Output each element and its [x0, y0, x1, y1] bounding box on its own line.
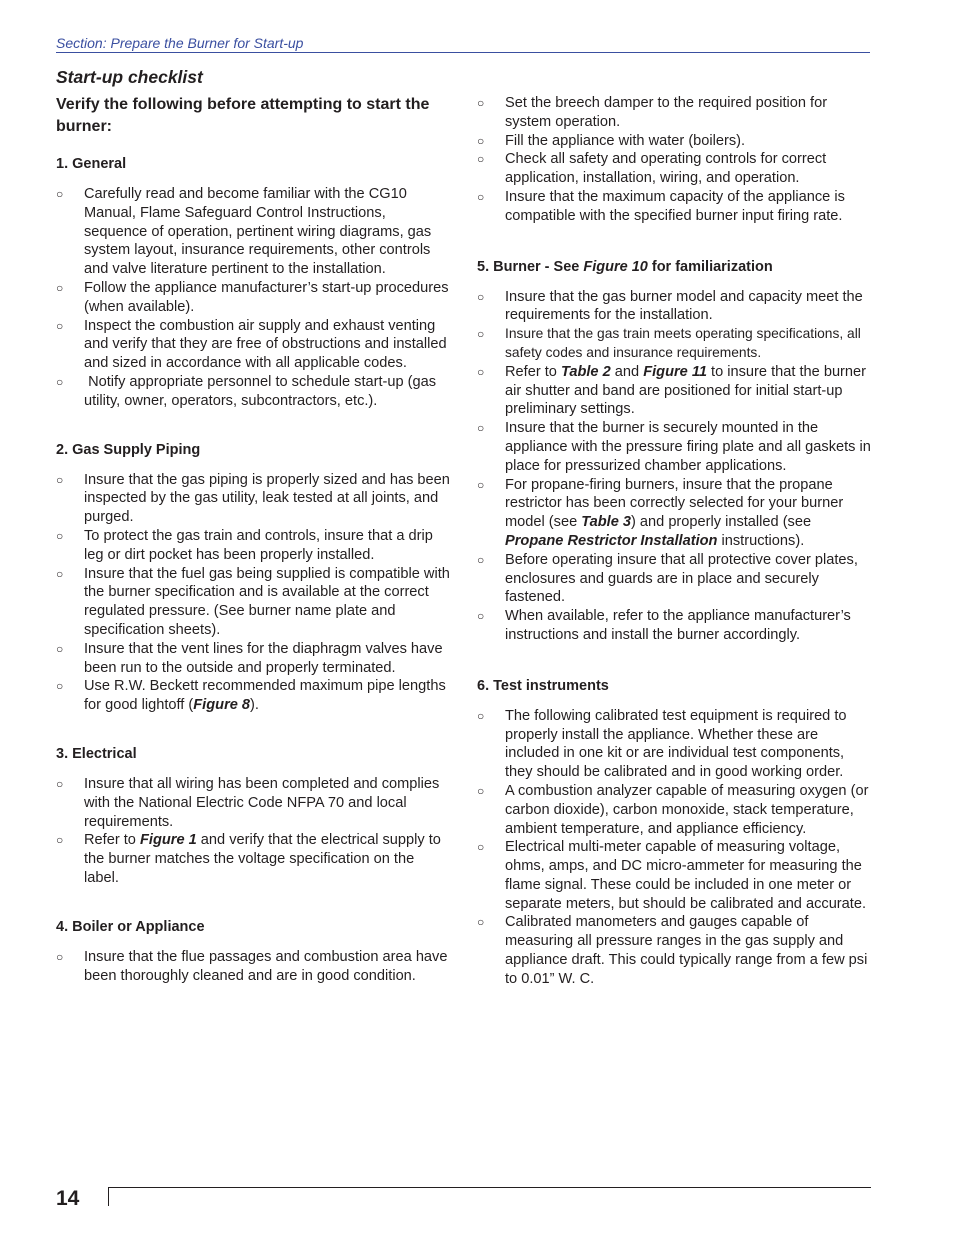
bullet-icon: ○ [56, 566, 64, 581]
bullet-icon: ○ [477, 708, 485, 723]
page-subtitle: Verify the following before attempting to start the burner: [56, 96, 430, 135]
bullet-icon: ○ [477, 152, 485, 167]
section-heading-general: 1. General [56, 156, 127, 172]
bullet-icon: ○ [477, 609, 485, 624]
section-heading-test-instruments: 6. Test instruments [477, 677, 609, 694]
bullet-icon: ○ [477, 477, 485, 492]
list-item: ○ Insure that the gas piping is properly sized and has been inspected by the gas utility, leak tested at all joints, and purged. [56, 471, 450, 526]
bullet-icon: ○ [477, 783, 485, 798]
general-list [56, 185, 452, 411]
test-list [477, 707, 872, 989]
section-heading-burner: 5. Burner - See Figure 10 for familiarization [477, 258, 773, 275]
list-item: ○ Insure that the burner is securely mounted in the appliance with the pressure firing plate and all gaskets in place for pressurized chamber applications. [477, 420, 871, 474]
footer-rule [108, 1187, 871, 1206]
list-item: ○ A combustion analyzer capable of measuring oxygen (or carbon dioxide), carbon monoxide, stack temperature, ambient temperature, and appliance efficiency. [477, 782, 869, 837]
list-item: ○ Insure that the gas train meets operating specifications, all safety codes and insurance requirements. [477, 326, 861, 360]
list-item: ○ Fill the appliance with water (boilers). [477, 132, 746, 149]
bullet-icon: ○ [477, 421, 485, 436]
electrical-list [56, 775, 452, 888]
bullet-icon: ○ [477, 840, 485, 855]
list-item: ○ Check all safety and operating controls for correct application, installation, wiring, and operation. [477, 151, 827, 187]
list-item: ○ Electrical multi-meter capable of measuring voltage, ohms, amps, and DC micro-ammeter for measuring the flame signal. These could be included in one meter or separate meters, but should be calibrated and accurate. [477, 839, 867, 912]
burner-list [477, 288, 872, 645]
bullet-icon: ○ [477, 189, 485, 204]
right-column [477, 94, 872, 989]
boiler-list-left [56, 948, 452, 986]
gas-piping-list [56, 471, 452, 715]
section-header: Section: Prepare the Burner for Start-up [56, 35, 870, 53]
bullet-icon: ○ [56, 280, 64, 295]
page-title: Start-up checklist [56, 67, 203, 87]
bullet-icon: ○ [477, 327, 485, 342]
list-item: ○ When available, refer to the appliance manufacturer’s instructions and install the burner accordingly. [477, 608, 851, 643]
figure-reference: Figure 10 [583, 258, 648, 275]
figure-reference: Figure 11 [643, 363, 707, 380]
figure-reference: Figure 1 [139, 832, 197, 849]
figure-reference: Figure 8 [193, 697, 251, 714]
list-item: ○ Use R.W. Beckett recommended maximum pipe lengths for good lightoff (Figure 8). [56, 678, 446, 714]
list-item: ○ Insure that all wiring has been completed and complies with the National Electric Code NFPA 70 and local requirements. [56, 775, 440, 830]
list-item: ○ Calibrated manometers and gauges capable of measuring all pressure ranges in the gas supply and appliance draft. This could typically range from a few psi to 0.01” W. C. [477, 914, 868, 987]
list-item: ○ To protect the gas train and controls, insure that a drip leg or dirt pocket has been properly installed. [56, 527, 433, 563]
left-column [56, 66, 452, 985]
list-item: ○ Insure that the fuel gas being supplied is compatible with the burner specification and is available at the correct regulated pressure. (See burner name plate and specification sheets). [56, 565, 450, 638]
instructions-reference: Propane Restrictor Installation [505, 532, 718, 549]
bullet-icon: ○ [56, 949, 64, 964]
bullet-icon: ○ [56, 472, 64, 487]
boiler-list-right [477, 94, 872, 226]
bullet-icon: ○ [477, 364, 485, 379]
bullet-icon: ○ [477, 133, 485, 148]
section-heading-gas-piping: 2. Gas Supply Piping [56, 441, 201, 458]
section-heading-electrical: 3. Electrical [56, 745, 137, 762]
bullet-icon: ○ [56, 187, 64, 201]
bullet-icon: ○ [56, 679, 64, 694]
list-item: ○ Carefully read and become familiar with the CG10 Manual, Flame Safeguard Control Instructions, sequence of operation, pertinent wiring diagrams, gas system layout, insurance requirements, other controls and valve literature pertinent to the installation. [56, 186, 432, 278]
list-item: ○ The following calibrated test equipment is required to properly install the appliance. Whether these are included in one kit or are individual test components, they should be calibrated and in good working order. [477, 707, 847, 781]
list-item: ○ Insure that the gas burner model and capacity meet the requirements for the installation. [477, 288, 863, 324]
bullet-icon: ○ [56, 528, 64, 543]
bullet-icon: ○ [56, 776, 64, 791]
list-item: ○ Insure that the vent lines for the diaphragm valves have been run to the outside and properly terminated. [56, 640, 443, 676]
list-item: ○ Refer to Table 2 and Figure 11 to insure that the burner air shutter and band are positioned for initial start-up preliminary settings. [477, 363, 867, 418]
page-number: 14 [56, 1187, 80, 1210]
section-heading-boiler: 4. Boiler or Appliance [56, 918, 205, 935]
bullet-icon: ○ [56, 833, 64, 848]
list-item: ○ Insure that the flue passages and combustion area have been thoroughly cleaned and are in good condition. [56, 948, 448, 984]
list-item: ○ For propane-firing burners, insure that the propane restrictor has been correctly selected for your burner model (see Table 3) and properly installed (see Propane Restrictor Installation instructions). [477, 476, 844, 549]
bullet-icon: ○ [56, 374, 64, 389]
bullet-icon: ○ [477, 915, 485, 930]
list-item: ○ Insure that the maximum capacity of the appliance is compatible with the specified burner input firing rate. [477, 188, 845, 224]
list-item: ○ Refer to Figure 1 and verify that the electrical supply to the burner matches the voltage specification on the label. [56, 832, 441, 886]
list-item: ○ Before operating insure that all protective cover plates, enclosures and guards are in place and securely fastened. [477, 551, 858, 606]
list-item: ○ Notify appropriate personnel to schedule start-up (gas utility, owner, operators, subcontractors, etc.). [56, 373, 441, 409]
bullet-icon: ○ [56, 641, 64, 656]
bullet-icon: ○ [477, 96, 485, 110]
list-item: ○ Inspect the combustion air supply and exhaust venting and verify that they are free of obstructions and installed and sized in accordance with all applicable codes. [56, 317, 447, 372]
list-item: ○ Follow the appliance manufacturer’s start-up procedures (when available). [56, 279, 449, 315]
bullet-icon: ○ [477, 289, 485, 304]
list-item: ○ Set the breech damper to the required position for system operation. [477, 95, 828, 130]
bullet-icon: ○ [477, 552, 485, 567]
table-reference: Table 3 [581, 514, 631, 531]
bullet-icon: ○ [56, 318, 64, 333]
table-reference: Table 2 [560, 363, 611, 380]
